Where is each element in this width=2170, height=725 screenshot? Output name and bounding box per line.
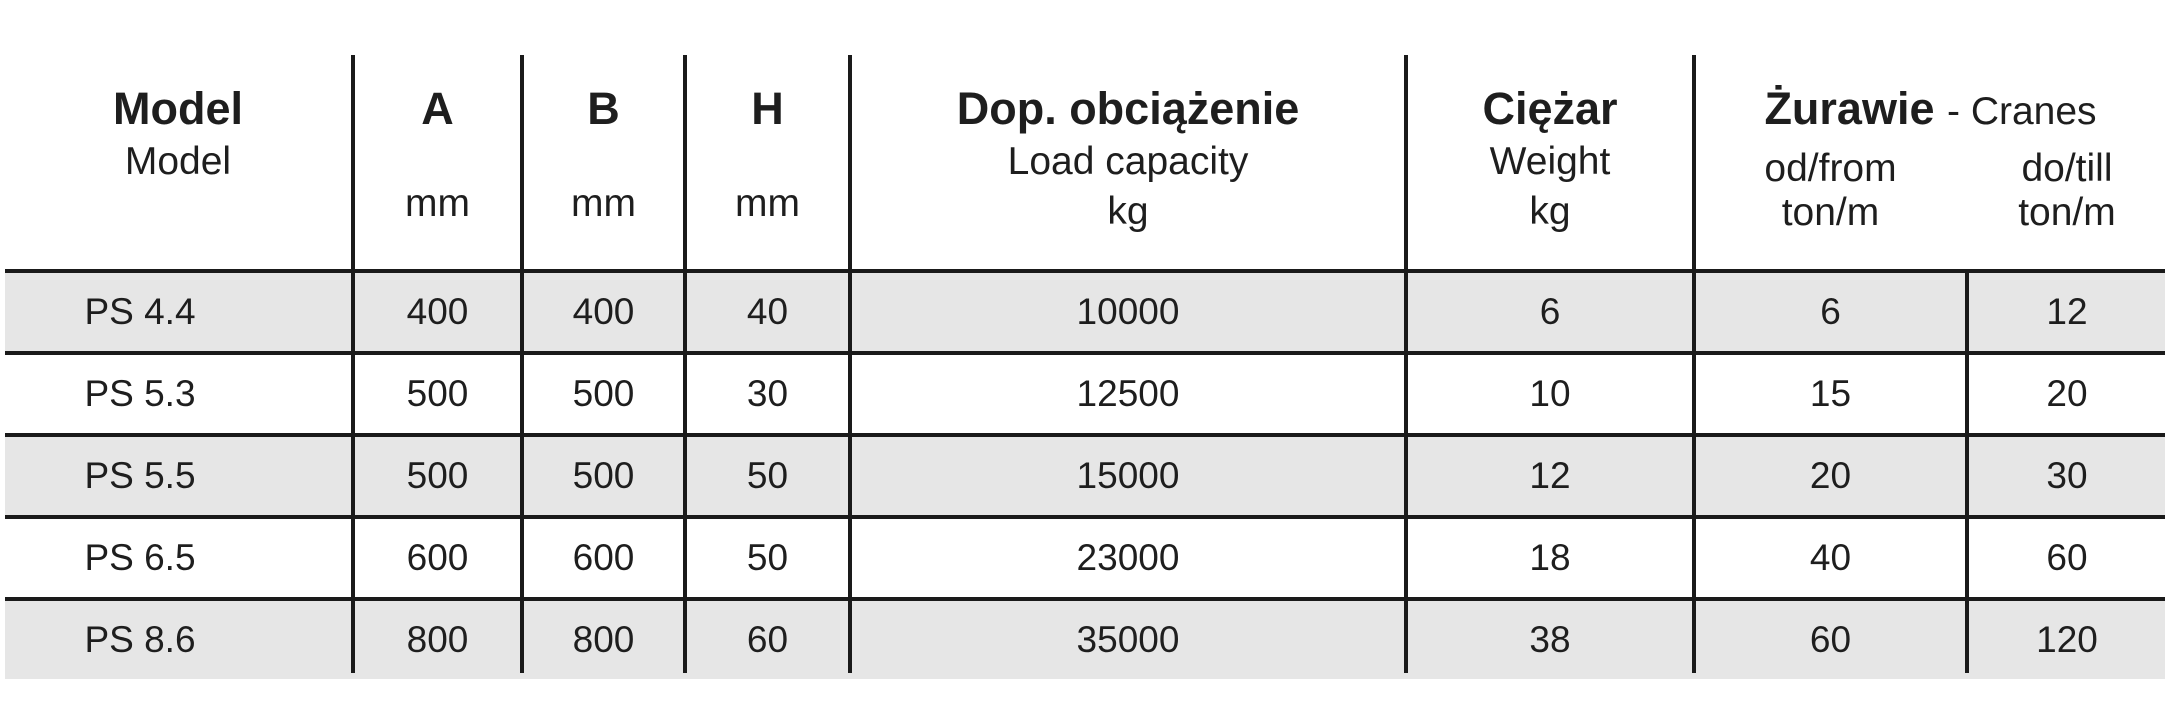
cell-load: 10000 bbox=[1076, 291, 1180, 332]
header-load-subtitle: Load capacity bbox=[1007, 140, 1249, 183]
cell-b: 400 bbox=[572, 291, 635, 332]
cell-h: 40 bbox=[746, 291, 789, 332]
cell-cranes-till: 120 bbox=[2036, 619, 2098, 660]
cell-cranes-from: 40 bbox=[1809, 537, 1852, 578]
column-divider bbox=[683, 55, 687, 673]
header-a bbox=[355, 55, 520, 269]
header-model bbox=[5, 55, 351, 269]
cell-b: 800 bbox=[572, 619, 635, 660]
cell-load: 15000 bbox=[1076, 455, 1180, 496]
table-row bbox=[5, 351, 2165, 433]
cell-cranes-till: 20 bbox=[2046, 373, 2088, 414]
cell-cranes-from: 6 bbox=[1820, 291, 1841, 332]
header-cranes-title-en: - Cranes bbox=[1947, 90, 2097, 133]
cell-model: PS 5.3 bbox=[84, 373, 196, 414]
spec-table bbox=[5, 55, 2165, 673]
cell-weight: 6 bbox=[1539, 291, 1561, 332]
cell-a: 800 bbox=[406, 619, 469, 660]
header-b bbox=[524, 55, 683, 269]
cell-weight: 12 bbox=[1529, 455, 1571, 496]
header-cranes bbox=[1696, 55, 2165, 269]
column-divider-cranes bbox=[1965, 269, 1969, 673]
cell-a: 400 bbox=[406, 291, 469, 332]
header-weight-unit: kg bbox=[1529, 190, 1571, 233]
header-cranes-from-unit: ton/m bbox=[1781, 191, 1880, 234]
cell-a: 500 bbox=[406, 455, 469, 496]
table-row bbox=[5, 269, 2165, 351]
header-cranes-from bbox=[1696, 147, 1965, 235]
header-a-title: A bbox=[421, 83, 454, 134]
header-cranes-till-label: do/till bbox=[2021, 147, 2113, 190]
header-cranes-till bbox=[1969, 147, 2165, 235]
header-weight-subtitle: Weight bbox=[1489, 140, 1611, 183]
cell-h: 50 bbox=[746, 537, 789, 578]
header-h-unit: mm bbox=[735, 182, 800, 225]
column-divider bbox=[1692, 55, 1696, 673]
column-divider bbox=[520, 55, 524, 673]
header-cranes-title: Żurawie bbox=[1764, 83, 1935, 134]
header-h bbox=[687, 55, 848, 269]
column-divider bbox=[848, 55, 852, 673]
cell-load: 35000 bbox=[1076, 619, 1180, 660]
header-model-subtitle: Model bbox=[124, 140, 232, 183]
cell-load: 12500 bbox=[1076, 373, 1180, 414]
header-a-unit: mm bbox=[405, 182, 470, 225]
cell-b: 500 bbox=[572, 455, 635, 496]
header-load-title: Dop. obciążenie bbox=[956, 83, 1300, 134]
cell-a: 500 bbox=[406, 373, 469, 414]
cell-cranes-from: 60 bbox=[1809, 619, 1852, 660]
cell-weight: 10 bbox=[1529, 373, 1571, 414]
column-divider bbox=[1404, 55, 1408, 673]
header-weight-title: Ciężar bbox=[1482, 83, 1618, 134]
header-h-title: H bbox=[751, 83, 784, 134]
header-model-title: Model bbox=[113, 83, 243, 134]
cell-load: 23000 bbox=[1076, 537, 1180, 578]
cell-cranes-till: 60 bbox=[2046, 537, 2088, 578]
cell-weight: 18 bbox=[1529, 537, 1571, 578]
table-row bbox=[5, 597, 2165, 679]
cell-h: 30 bbox=[746, 373, 789, 414]
cell-h: 60 bbox=[746, 619, 789, 660]
header-b-unit: mm bbox=[571, 182, 636, 225]
table-row bbox=[5, 433, 2165, 515]
cell-b: 500 bbox=[572, 373, 635, 414]
cell-model: PS 4.4 bbox=[84, 291, 196, 332]
cell-model: PS 6.5 bbox=[84, 537, 196, 578]
header-cranes-title-line bbox=[1696, 83, 2165, 138]
header-weight bbox=[1408, 55, 1692, 269]
header-cranes-from-label: od/from bbox=[1764, 147, 1897, 190]
cell-cranes-from: 15 bbox=[1809, 373, 1852, 414]
cell-weight: 38 bbox=[1529, 619, 1571, 660]
cell-model: PS 5.5 bbox=[84, 455, 196, 496]
header-b-title: B bbox=[587, 83, 620, 134]
cell-cranes-from: 20 bbox=[1809, 455, 1852, 496]
column-divider bbox=[351, 55, 355, 673]
table-row bbox=[5, 515, 2165, 597]
header-cranes-till-unit: ton/m bbox=[2018, 191, 2116, 234]
cell-h: 50 bbox=[746, 455, 789, 496]
cell-cranes-till: 30 bbox=[2046, 455, 2088, 496]
cell-model: PS 8.6 bbox=[84, 619, 196, 660]
header-load-capacity bbox=[852, 55, 1404, 269]
cell-a: 600 bbox=[406, 537, 469, 578]
header-load-unit: kg bbox=[1107, 190, 1149, 233]
cell-b: 600 bbox=[572, 537, 635, 578]
cell-cranes-till: 12 bbox=[2046, 291, 2088, 332]
